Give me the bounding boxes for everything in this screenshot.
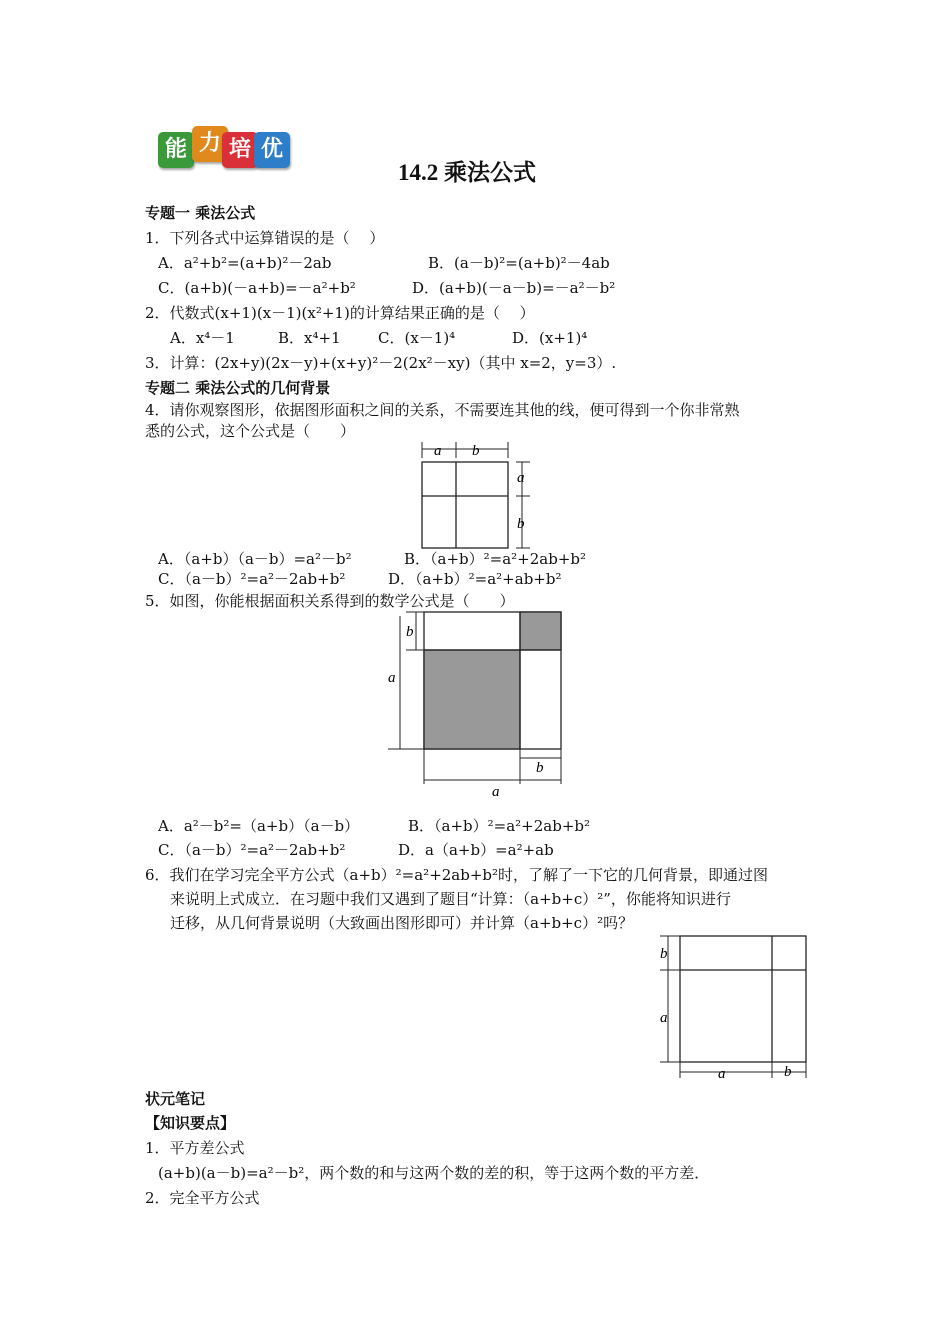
q1-option-c: C．(a+b)(－a+b)=－a²+b²	[158, 279, 356, 297]
q4-option-c: C．（a－b）²=a²－2ab+b²	[158, 570, 346, 588]
q5-option-a: A．a²－b²=（a+b）（a－b）	[158, 817, 360, 835]
q4-stem-line1: 4．请你观察图形，依据图形面积之间的关系，不需要连其他的线，便可得到一个你非常熟	[145, 401, 740, 419]
q6-line2: 来说明上式成立．在习题中我们又遇到了题目“计算：（a+b+c）²”，你能将知识进行	[170, 890, 731, 908]
q2-stem: 2．代数式(x+1)(x－1)(x²+1)的计算结果正确的是（ ）	[145, 304, 535, 322]
q1-option-d: D．(a+b)(－a－b)=－a²－b²	[412, 279, 616, 297]
q5-label-b-left: b	[406, 624, 414, 640]
q5-option-d: D．a（a+b）=a²+ab	[398, 841, 554, 859]
q4-option-d: D．（a+b）²=a²+ab+b²	[388, 570, 562, 588]
q1-stem: 1．下列各式中运算错误的是（ ）	[145, 229, 385, 247]
q4-option-b: B．（a+b）²=a²+2ab+b²	[404, 550, 587, 568]
q4-label-a-top: a	[434, 443, 442, 459]
q6-label-b-left: b	[660, 946, 668, 962]
q4-option-a: A．（a+b）（a－b）=a²－b²	[158, 550, 352, 568]
notes-item2-title: 2．完全平方公式	[145, 1189, 260, 1207]
notes-heading: 状元笔记	[145, 1090, 206, 1108]
q5-label-b-bottom: b	[536, 760, 544, 776]
q2-option-c: C．(x－1)⁴	[378, 329, 456, 347]
q3-stem: 3．计算：(2x+y)(2x－y)+(x+y)²－2(2x²－xy)（其中 x=2，y=3）.	[145, 354, 617, 372]
q1-option-a: A．a²+b²=(a+b)²－2ab	[158, 254, 332, 272]
q6-line1: 6．我们在学习完全平方公式（a+b）²=a²+2ab+b²时，了解了一下它的几何背景，即通过图	[145, 866, 769, 884]
q6-label-b-bottom: b	[784, 1064, 792, 1080]
q4-stem-line2: 悉的公式，这个公式是（ ）	[145, 422, 356, 440]
q4-label-b-top: b	[472, 443, 480, 459]
q5-label-a-bottom: a	[492, 784, 500, 798]
section2-heading: 专题二 乘法公式的几何背景	[145, 379, 331, 397]
logo-char-2: 力	[192, 126, 228, 162]
q2-option-a: A．x⁴－1	[170, 329, 235, 347]
q2-option-b: B．x⁴+1	[278, 329, 341, 347]
q6-label-a-bottom: a	[718, 1066, 726, 1082]
q5-option-b: B．（a+b）²=a²+2ab+b²	[408, 817, 591, 835]
q2-option-d: D．(x+1)⁴	[512, 329, 588, 347]
section1-heading: 专题一 乘法公式	[145, 204, 256, 222]
notes-item1-title: 1．平方差公式	[145, 1139, 245, 1157]
q4-label-b-side: b	[517, 516, 525, 532]
q5-label-a-left: a	[388, 670, 396, 686]
q1-option-b: B．(a－b)²=(a+b)²－4ab	[428, 254, 610, 272]
q5-figure	[384, 608, 568, 798]
notes-subheading: 【知识要点】	[145, 1114, 236, 1132]
q6-label-a-left: a	[660, 1010, 668, 1026]
q5-option-c: C．（a－b）²=a²－2ab+b²	[158, 841, 346, 859]
logo-char-4: 优	[254, 132, 290, 168]
q4-figure	[412, 436, 542, 551]
q6-line3: 迁移，从几何背景说明（大致画出图形即可）并计算（a+b+c）²吗？	[170, 914, 634, 932]
logo-char-3: 培	[222, 132, 258, 168]
q6-figure	[656, 930, 816, 1082]
page-title: 14.2 乘法公式	[398, 160, 536, 185]
notes-item1-body: (a+b)(a－b)=a²－b²，两个数的和与这两个数的差的积，等于这两个数的平方差．	[158, 1164, 710, 1182]
q4-label-a-side: a	[517, 470, 525, 486]
q5-stem: 5．如图，你能根据面积关系得到的数学公式是（ ）	[145, 592, 515, 610]
logo-char-1: 能	[158, 132, 194, 168]
